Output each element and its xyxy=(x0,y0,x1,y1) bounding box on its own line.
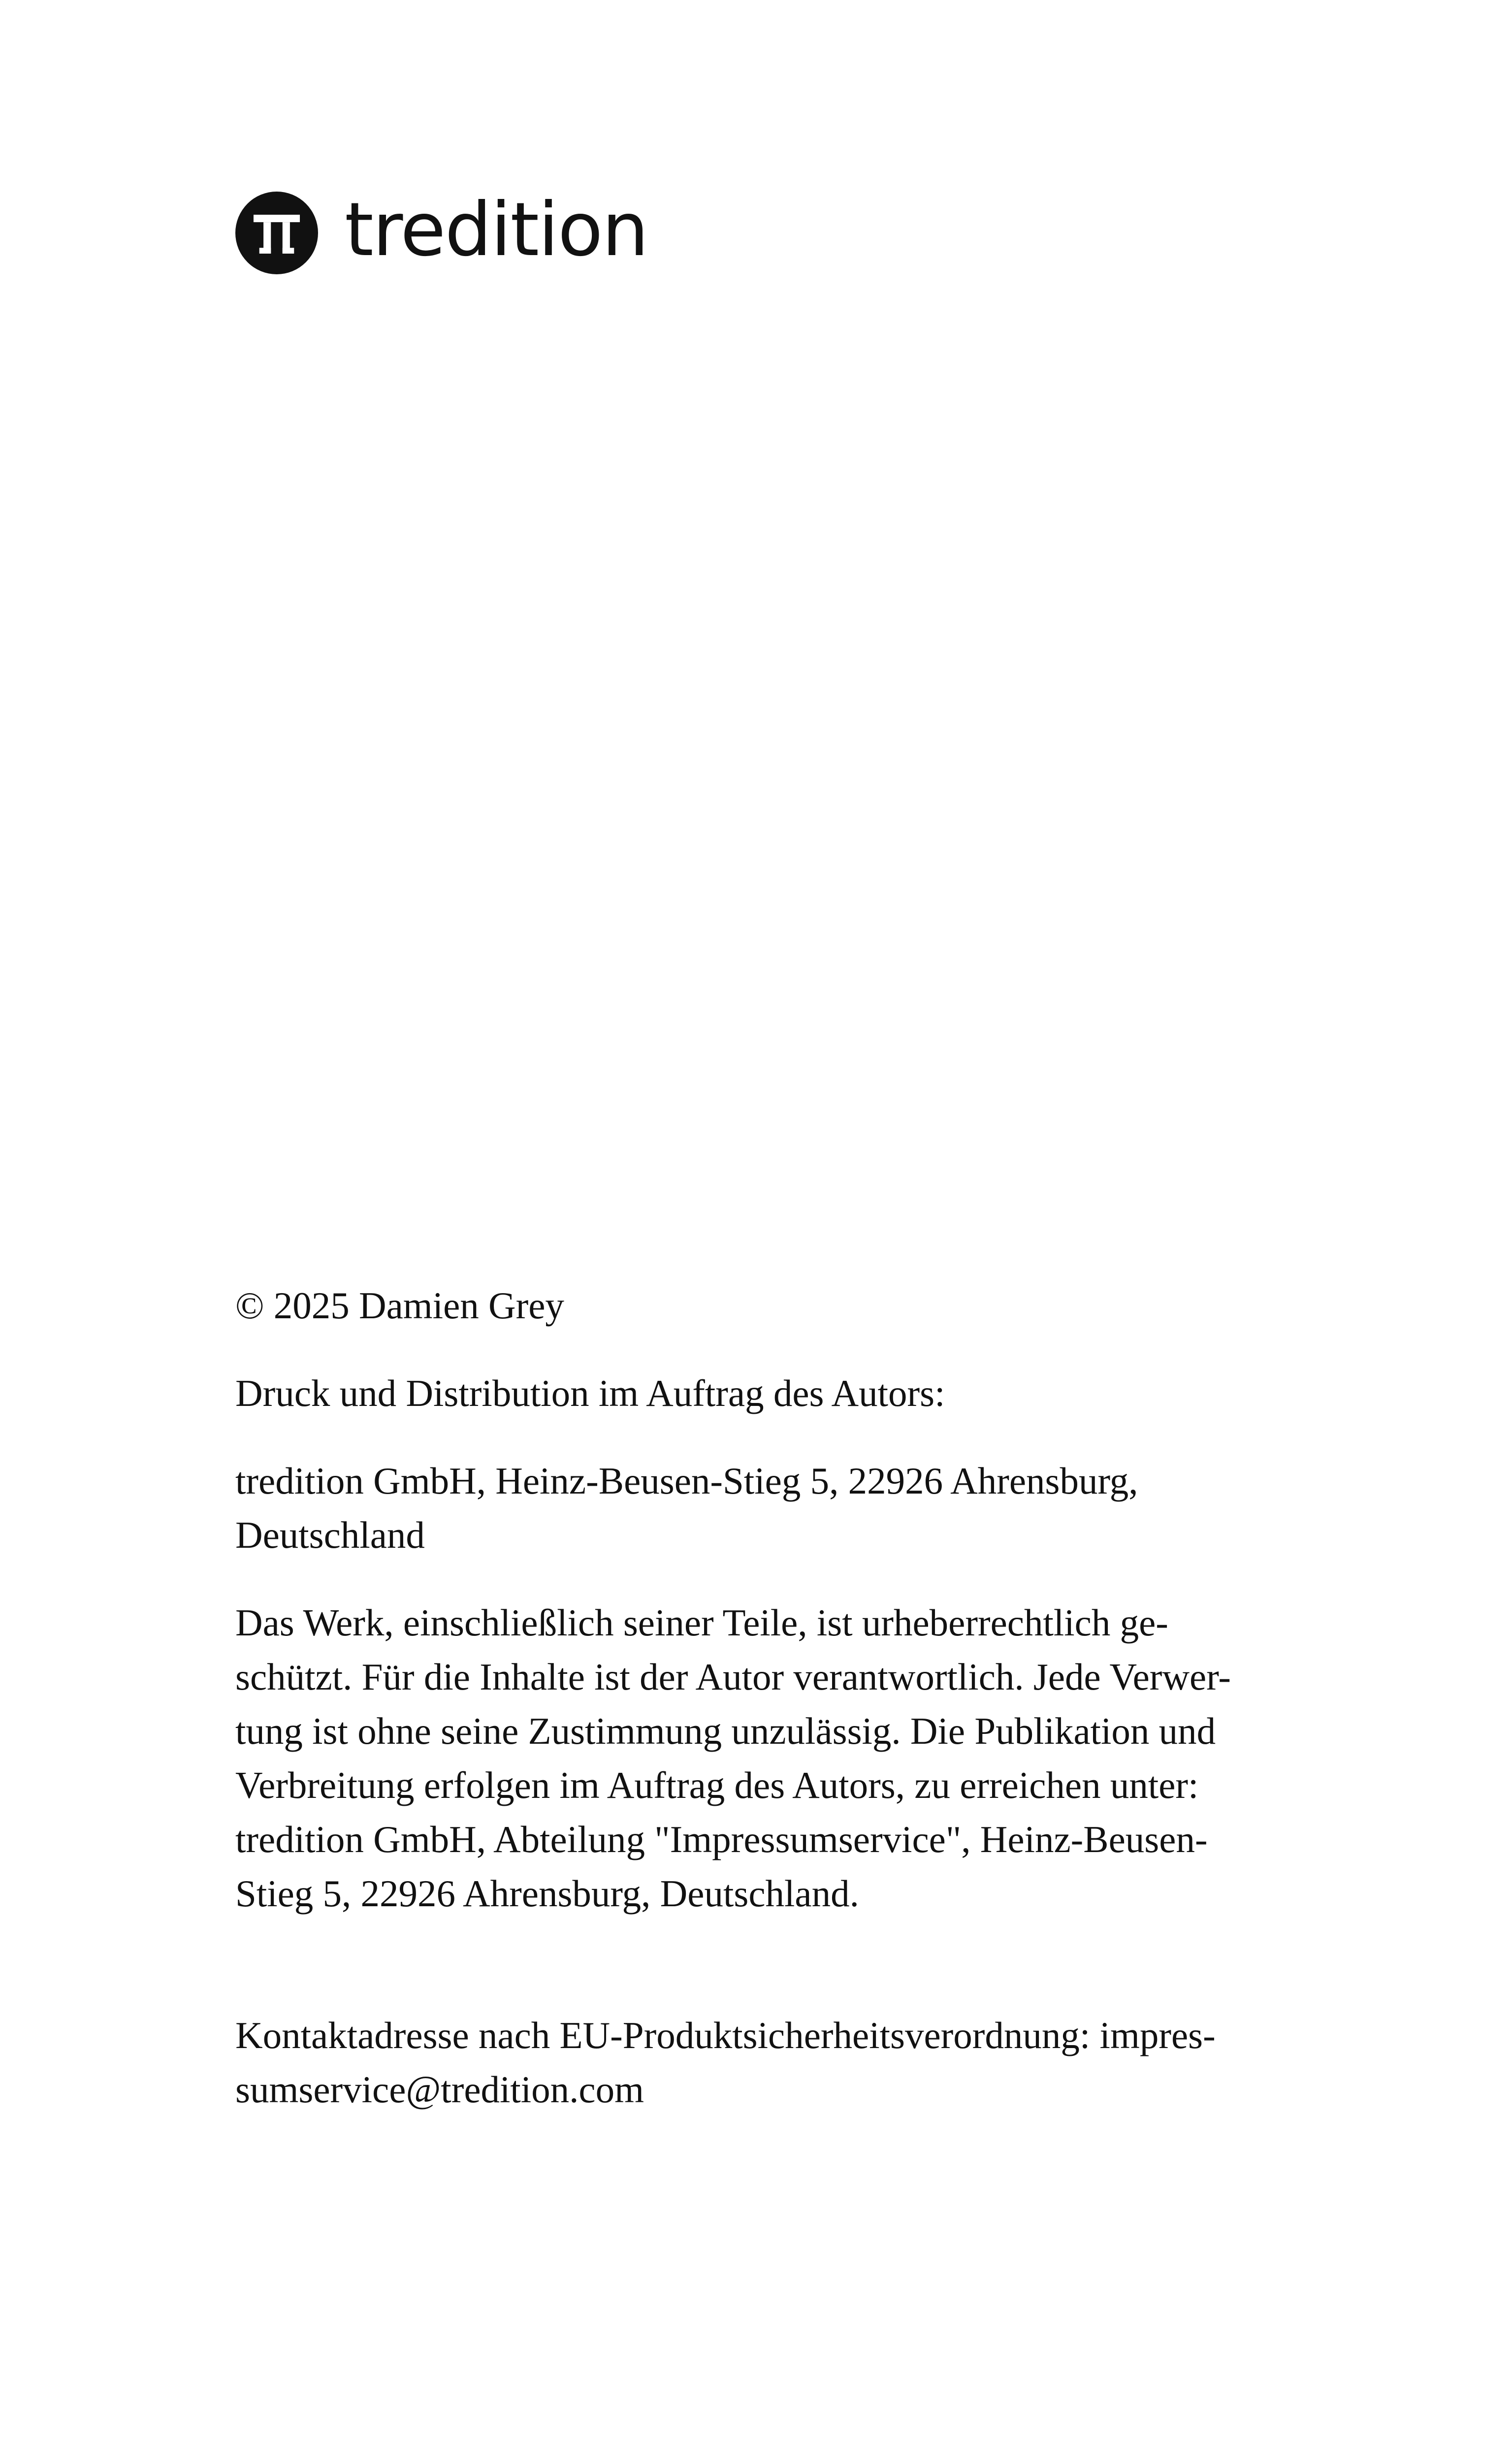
contact-address xyxy=(235,2008,1338,2117)
address-line: Deutschland xyxy=(235,1514,425,1556)
legal-line: Verbreitung erfolgen im Auftrag des Autors, zu erreichen unter: xyxy=(235,1764,1199,1806)
imprint-text xyxy=(235,1278,1338,2117)
logo-wordmark: tredition xyxy=(345,187,648,273)
address-line: tredition GmbH, Heinz-Beusen-Stieg 5, 22926 Ahrensburg, xyxy=(235,1460,1138,1502)
legal-line: tredition GmbH, Abteilung "Impressumservice", Heinz-Beusen- xyxy=(235,1818,1208,1860)
contact-line: sumservice@tredition.com xyxy=(235,2068,644,2111)
tredition-logo-icon xyxy=(235,192,318,274)
legal-line: schützt. Für die Inhalte ist der Autor verantwortlich. Jede Verwer- xyxy=(235,1656,1231,1698)
legal-line: tung ist ohne seine Zustimmung unzulässig. Die Publikation und xyxy=(235,1710,1216,1752)
legal-line: Stieg 5, 22926 Ahrensburg, Deutschland. xyxy=(235,1872,859,1915)
publisher-address xyxy=(235,1454,1338,1562)
legal-line: Das Werk, einschließlich seiner Teile, ist urheberrechtlich ge- xyxy=(235,1601,1168,1644)
contact-line: Kontaktadresse nach EU-Produktsicherheitsverordnung: impres- xyxy=(235,2014,1216,2056)
publisher-logo xyxy=(235,187,648,276)
print-distribution-note: Druck und Distribution im Auftrag des Autors: xyxy=(235,1372,945,1414)
legal-notice xyxy=(235,1596,1338,1921)
copyright-line: © 2025 Damien Grey xyxy=(235,1284,564,1327)
